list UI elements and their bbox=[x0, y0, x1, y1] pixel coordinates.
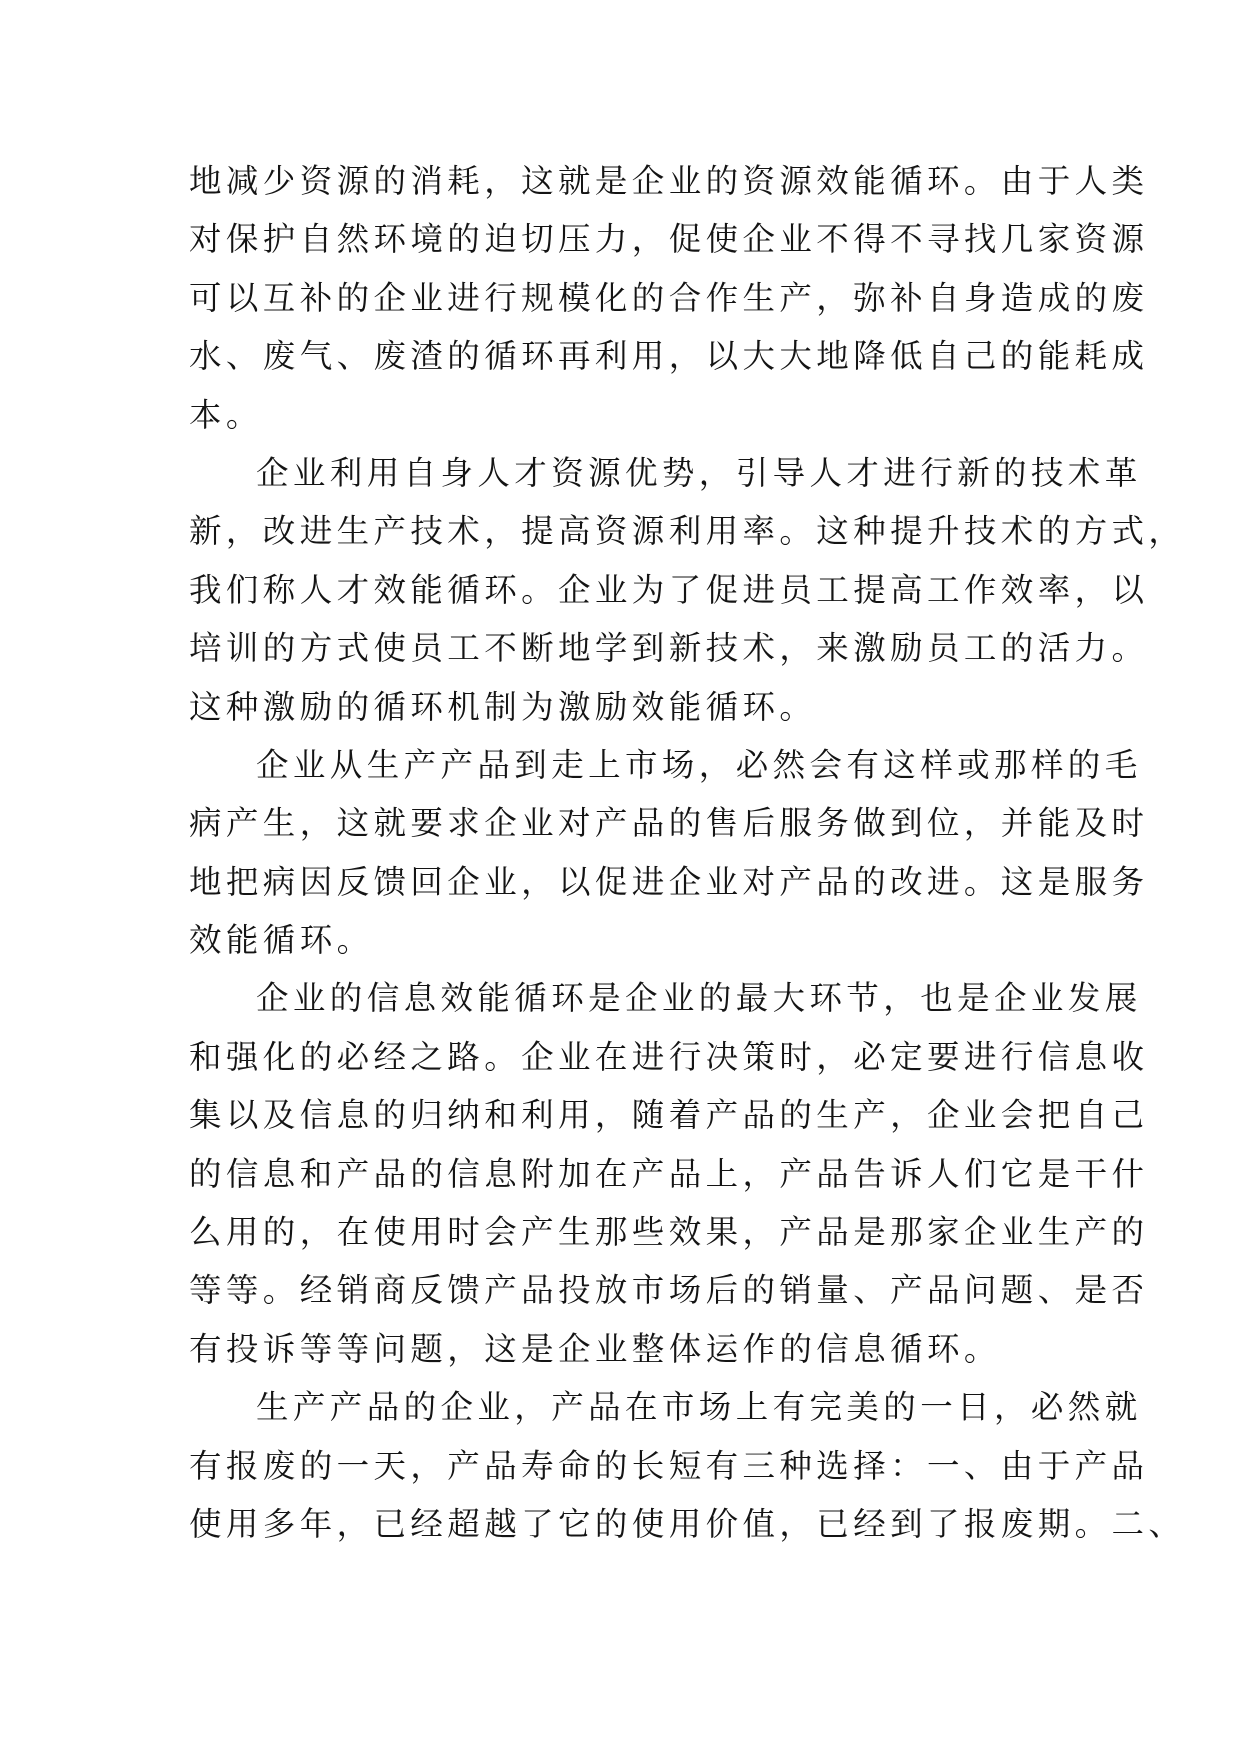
text-line: 地减少资源的消耗，这就是企业的资源效能循环。由于人类 bbox=[189, 162, 1149, 200]
text-line: 么用的，在使用时会产生那些效果，产品是那家企业生产的 bbox=[189, 1213, 1149, 1252]
text-line: 病产生，这就要求企业对产品的售后服务做到位，并能及时 bbox=[189, 804, 1149, 843]
text-line: 地把病因反馈回企业，以促进企业对产品的改进。这是服务 bbox=[189, 862, 1149, 901]
text-line: 本。 bbox=[189, 395, 263, 434]
text-line: 可以互补的企业进行规模化的合作生产，弥补自身造成的废 bbox=[189, 278, 1149, 317]
text-line: 效能循环。 bbox=[189, 921, 374, 960]
text-line: 我们称人才效能循环。企业为了促进员工提高工作效率，以 bbox=[189, 570, 1149, 609]
text-line: 这种激励的循环机制为激励效能循环。 bbox=[189, 687, 817, 726]
paragraph-start-line: 企业利用自身人才资源优势，引导人才进行新的技术革 bbox=[256, 453, 1142, 492]
text-line: 水、废气、废渣的循环再利用，以大大地降低自己的能耗成 bbox=[189, 337, 1149, 376]
text-line: 培训的方式使员工不断地学到新技术，来激励员工的活力。 bbox=[189, 629, 1149, 668]
paragraph-start-line: 生产产品的企业，产品在市场上有完美的一日，必然就 bbox=[256, 1388, 1142, 1427]
body-text bbox=[189, 152, 1186, 1553]
text-line: 使用多年，已经超越了它的使用价值，已经到了报废期。二、 bbox=[189, 1504, 1186, 1543]
text-line: 有投诉等等问题，这是企业整体运作的信息循环。 bbox=[189, 1329, 1001, 1368]
text-line: 等等。经销商反馈产品投放市场后的销量、产品问题、是否 bbox=[189, 1271, 1149, 1310]
text-line: 有报废的一天，产品寿命的长短有三种选择：一、由于产品 bbox=[189, 1446, 1149, 1485]
text-line: 对保护自然环境的迫切压力，促使企业不得不寻找几家资源 bbox=[189, 220, 1149, 259]
text-line: 集以及信息的归纳和利用，随着产品的生产，企业会把自己 bbox=[189, 1096, 1149, 1135]
paragraph-start-line: 企业的信息效能循环是企业的最大环节，也是企业发展 bbox=[256, 979, 1142, 1018]
text-line: 和强化的必经之路。企业在进行决策时，必定要进行信息收 bbox=[189, 1037, 1149, 1076]
text-line: 新，改进生产技术，提高资源利用率。这种提升技术的方式， bbox=[189, 512, 1186, 551]
text-line: 的信息和产品的信息附加在产品上，产品告诉人们它是干什 bbox=[189, 1154, 1149, 1193]
paragraph-start-line: 企业从生产产品到走上市场，必然会有这样或那样的毛 bbox=[256, 745, 1142, 784]
